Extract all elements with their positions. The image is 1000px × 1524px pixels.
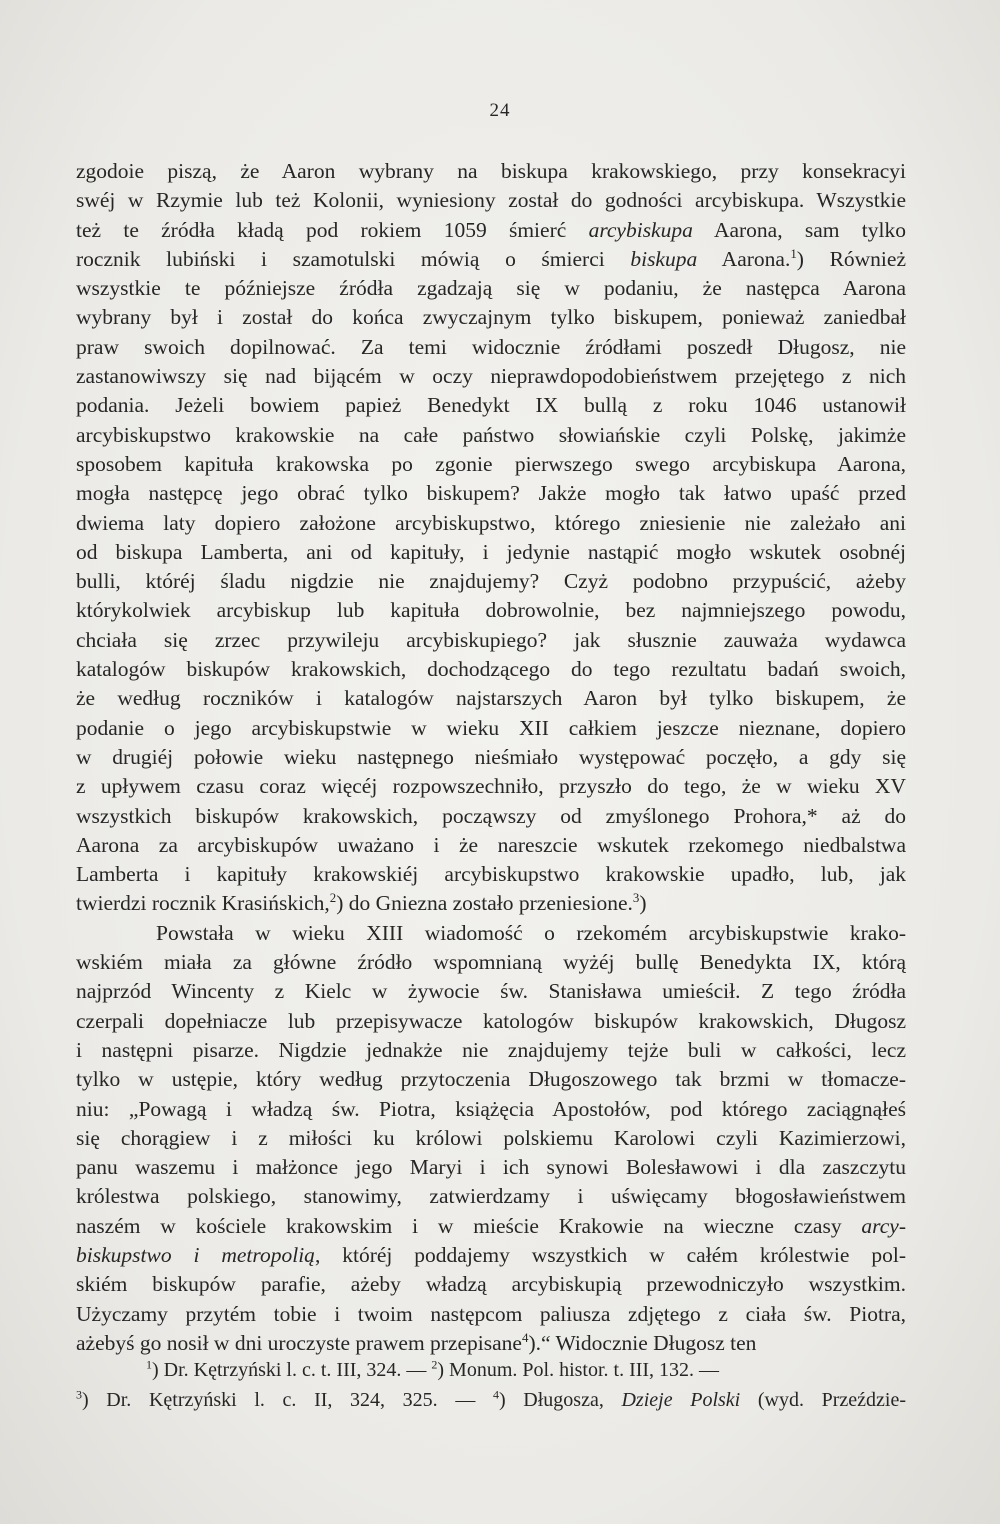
text-line: się chorągiew i z miłości ku królowi polskiemu Karolowi czyli Kazimierzowi, bbox=[76, 1125, 906, 1150]
text-line: podania. Jeżeli bowiem papież Benedykt IX bullą z roku 1046 ustanowił bbox=[76, 393, 906, 418]
text-line: ażebyś go nosił w dni uroczyste prawem przepisane$^4$).“ Widocznie Długosz ten bbox=[76, 1330, 757, 1355]
text-line: wskiém miała za główne źródło wspomnianą wyżéj bullę Benedykta IX, którą bbox=[76, 950, 906, 975]
text-line: niu: „Powagą i władzą św. Piotra, książęcia Apostołów, pod którego zaciągnąłeś bbox=[76, 1096, 906, 1121]
text-line: bulli, któréj śladu nigdzie nie znajdujemy? Czyż podobno przypuścić, ażeby bbox=[76, 569, 906, 594]
text-line: że według roczników i katalogów najstarszych Aaron był tylko biskupem, że bbox=[76, 686, 906, 711]
text-line: twierdzi rocznik Krasińskich,$^2$) do Gniezna zostało przeniesione.$^3$) bbox=[76, 891, 647, 916]
text-line: z upływem czasu coraz więcéj rozpowszechniło, przyszło do tego, że w wieku XV bbox=[76, 774, 906, 799]
footnotes bbox=[76, 1355, 906, 1415]
text-line: Lamberta i kapituły krakowskiéj arcybiskupstwo krakowskie upadło, lub, jak bbox=[76, 862, 906, 887]
text-line: katalogów biskupów krakowskich, dochodzącego do tego rezultatu badań swoich, bbox=[76, 657, 906, 682]
text-line: chciała się zrzec przywileju arcybiskupiego? jak słusznie zauważa wydawca bbox=[76, 627, 906, 652]
text-line: najprzód Wincenty z Kielc w żywocie św. Stanisława umieścił. Z tego źródła bbox=[76, 979, 906, 1004]
text-line: wszystkich biskupów krakowskich, począwszy od zmyślonego Prohora,* aż do bbox=[76, 803, 906, 828]
footnote-line: $^1$) Dr. Kętrzyński l. c. t. III, 324. — $^2$) Monum. Pol. histor. t. III, 132. — bbox=[146, 1357, 720, 1381]
text-line: skiém biskupów parafie, ażeby władzą arcybiskupią przewodniczyło wszystkim. bbox=[76, 1272, 906, 1297]
text-line: tylko w ustępie, który według przytoczenia Długoszowego tak brzmi w tłomacze- bbox=[76, 1067, 906, 1092]
text-line: sposobem kapituła krakowska po zgonie pierwszego swego arcybiskupa Aarona, bbox=[76, 451, 906, 476]
text-line: wszystkie te późniejsze źródła zgadzają się w podaniu, że następca Aarona bbox=[76, 276, 906, 301]
text-line: biskupstwo i metropolią, któréj poddajemy wszystkich w całém królestwie pol- bbox=[76, 1242, 906, 1267]
text-line: swéj w Rzymie lub też Kolonii, wyniesiony został do godności arcybiskupa. Wszystkie bbox=[76, 188, 906, 213]
text-line: zgodoie piszą, że Aaron wybrany na biskupa krakowskiego, przy konsekracyi bbox=[76, 159, 906, 183]
text-line: rocznik lubiński i szamotulski mówią o śmierci biskupa Aarona.$^1$) Również bbox=[76, 246, 906, 271]
text-line: podanie o jego arcybiskupstwie w wieku XII całkiem jeszcze nieznane, dopiero bbox=[76, 715, 906, 740]
text-line: praw swoich dopilnować. Za temi widocznie źródłami poszedł Długosz, nie bbox=[76, 334, 906, 359]
text-line: którykolwiek arcybiskup lub kapituła dobrowolnie, bez najmniejszego powodu, bbox=[76, 598, 906, 623]
text-line: Użyczamy przytém tobie i twoim następcom paliusza zdjętego z ciała św. Piotra, bbox=[76, 1301, 906, 1326]
text-line: Powstała w wieku XIII wiadomość o rzekomém arcybiskupstwie krako- bbox=[156, 920, 906, 945]
text-line: Aarona za arcybiskupów uważano i że nareszcie wskutek rzekomego niedbalstwa bbox=[76, 832, 906, 857]
text-line: panu waszemu i małżonce jego Maryi i ich synowi Bolesławowi i dla zaszczytu bbox=[76, 1155, 906, 1180]
text-line: naszém w kościele krakowskim i w mieście Krakowie na wieczne czasy arcy- bbox=[76, 1213, 906, 1238]
text-line: i następni pisarze. Nigdzie jednakże nie znajdujemy tejże buli w całkości, lecz bbox=[76, 1037, 906, 1062]
page-number: 24 bbox=[489, 100, 511, 121]
text-line: też te źródła kładą pod rokiem 1059 śmierć arcybiskupa Aarona, sam tylko bbox=[76, 217, 906, 242]
text-line: wybrany był i został do końca zwyczajnym tylko biskupem, ponieważ zaniedbał bbox=[76, 305, 906, 330]
text-line: czerpali dopełniacze lub przepisywacze katologów biskupów krakowskich, Długosz bbox=[76, 1008, 906, 1033]
text-line: w drugiéj połowie wieku następnego nieśmiało występować poczęło, a gdy się bbox=[76, 744, 906, 769]
text-line: mogła następcę jego obrać tylko biskupem? Jakże mogło tak łatwo upaść przed bbox=[76, 481, 906, 506]
text-line: zastanowiwszy się nad bijącém w oczy nieprawdopodobieństwem przejętego z nich bbox=[76, 364, 906, 389]
text-line: dwiema laty dopiero założone arcybiskupstwo, którego zniesienie nie zależało ani bbox=[76, 510, 906, 535]
text-line: arcybiskupstwo krakowskie na całe państwo słowiańskie czyli Polskę, jakimże bbox=[76, 422, 906, 447]
footnote-line: $^3$) Dr. Kętrzyński l. c. II, 324, 325. — $^4$) Długosza, Dzieje Polski (wyd. Przeździe- bbox=[76, 1387, 906, 1411]
body-text bbox=[76, 157, 906, 1358]
text-line: od biskupa Lamberta, ani od kapituły, i jedynie nastąpić mogło wskutek osobnéj bbox=[76, 539, 906, 564]
text-line: królestwa polskiego, stanowimy, zatwierdzamy i uświęcamy błogosławieństwem bbox=[76, 1184, 906, 1209]
